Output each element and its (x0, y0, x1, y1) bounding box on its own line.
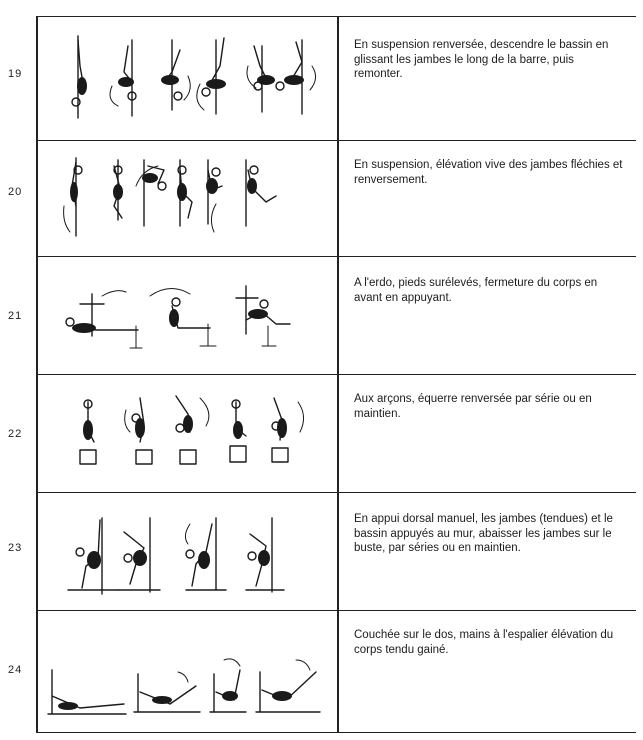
exercise-illustration-23 (40, 502, 332, 606)
figure-icon (72, 36, 316, 118)
exercise-description: Aux arçons, équerre renversée par série ou en maintien. (354, 393, 592, 420)
figure-icon (64, 158, 276, 236)
row-number: 22 (8, 428, 23, 440)
row-number: 20 (8, 186, 23, 198)
figure-icon (66, 286, 290, 348)
exercise-illustration-20 (40, 146, 332, 248)
exercise-description: A l'erdo, pieds surélevés, fermeture du corps en avant en appuyant. (354, 277, 598, 304)
row-number: 21 (8, 310, 23, 322)
exercise-description: En suspension renversée, descendre le bassin en glissant les jambes le long de la barre, puis remonter. (354, 39, 609, 80)
figure-icon (48, 659, 320, 714)
row-number: 23 (8, 542, 23, 554)
row-number: 24 (8, 664, 23, 676)
figure-icon (68, 518, 284, 594)
exercise-description: En suspension, élévation vive des jambes fléchies et renversement. (354, 159, 623, 186)
exercise-description: En appui dorsal manuel, les jambes (tendues) et le bassin appuyés au mur, abaisser les jambes sur le buste, par séries ou en maintien. (354, 513, 613, 554)
exercise-illustration-22 (40, 384, 332, 488)
figure-icon (80, 396, 304, 464)
row-number: 19 (8, 68, 23, 80)
exercise-description: Couchée sur le dos, mains à l'espalier élévation du corps tendu gainé. (354, 629, 614, 656)
exercise-illustration-19 (40, 26, 332, 130)
exercise-illustration-21 (40, 266, 332, 372)
exercise-illustration-24 (40, 620, 332, 726)
